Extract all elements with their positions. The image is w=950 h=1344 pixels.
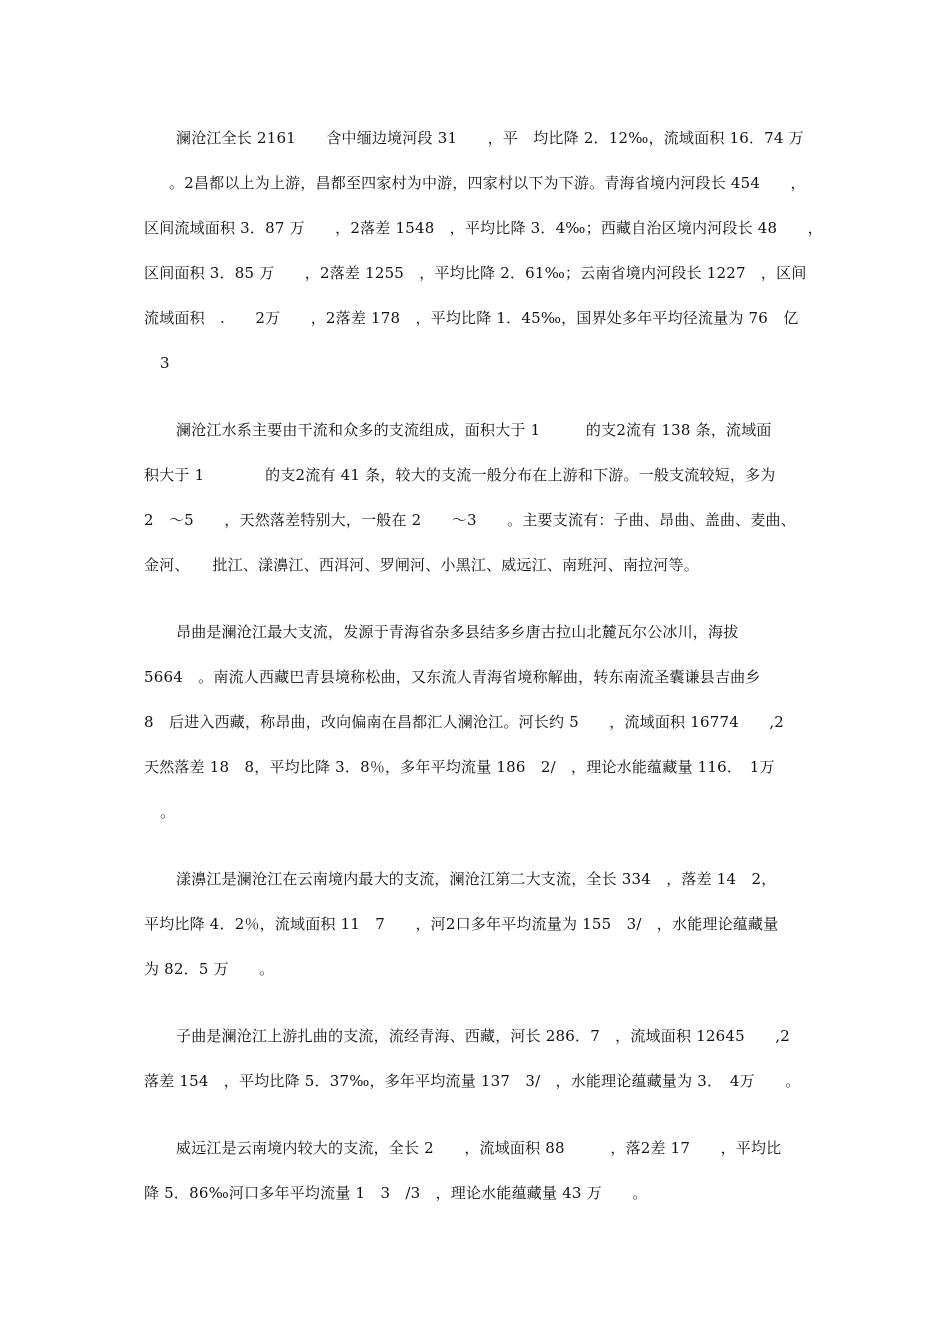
paragraph-3-line-4: 天然落差 18 8，平均比降 3．8％，多年平均流量 186 2/ ，理论水能蕴藏量 116． 1万 <box>144 758 775 776</box>
paragraph-4-line-1: 漾濞江是澜沧江在云南境内最大的支流，澜沧江第二大支流，全长 334 ，落差 14 2， <box>176 870 777 888</box>
paragraph-1-line-5: 流域面积 . 2万 ，2落差 178 ，平均比降 1．45‰，国界处多年平均径流量为 76 亿 <box>144 309 799 327</box>
paragraph-2-line-4: 金河、 批江、漾濞江、西洱河、罗闸河、小黑江、威远江、南班河、南拉河等。 <box>144 556 699 574</box>
paragraph-6-line-1: 威远江是云南境内较大的支流，全长 2 ，流域面积 88 ，落2差 17 ，平均比 <box>176 1139 782 1157</box>
paragraph-6-line-2: 降 5．86‰河口多年平均流量 1 3 /3 ，理论水能蕴藏量 43 万 。 <box>144 1184 648 1202</box>
paragraph-1-line-2: 。2昌都以上为上游，昌都至四家村为中游，四家村以下为下游。青海省境内河段长 454 ， <box>169 174 806 192</box>
paragraph-2-line-2: 积大于 1 的支2流有 41 条，较大的支流一般分布在上游和下游。一般支流较短，多为 <box>144 466 776 484</box>
paragraph-5-line-1: 子曲是澜沧江上游扎曲的支流，流经青海、西藏，河长 286．7 ，流域面积 12645 ,2 <box>176 1027 790 1045</box>
paragraph-4-line-3: 为 82．5 万 。 <box>144 960 275 978</box>
paragraph-1-line-1: 澜沧江全长 2161 含中缅边境河段 31 ，平 均比降 2．12‰，流域面积 16．74 万 <box>176 129 804 147</box>
paragraph-3-line-2: 5664 。南流人西藏巴青县境称松曲，又东流人青海省境称解曲，转东南流圣囊谦县吉曲乡 <box>144 668 761 686</box>
paragraph-1-line-3: 区间流域面积 3．87 万 ，2落差 1548 ，平均比降 3．4‰；西藏自治区境内河段长 48 ， <box>144 219 823 237</box>
paragraph-3-line-3: 8 后进入西藏，称昂曲，改向偏南在昌都汇人澜沧江。河长约 5 ，流域面积 16774 ,2 <box>144 713 785 731</box>
paragraph-3-line-5: 。 <box>160 803 176 821</box>
paragraph-2-line-3: 2 ～5 ，天然落差特别大，一般在 2 ～3 。主要支流有：子曲、昂曲、盖曲、麦曲、 <box>144 511 796 529</box>
paragraph-3-line-1: 昂曲是澜沧江最大支流，发源于青海省杂多县结多乡唐古拉山北麓瓦尔公冰川，海拔 <box>176 623 739 641</box>
paragraph-2-line-1: 澜沧江水系主要由干流和众多的支流组成，面积大于 1 的支2流有 138 条，流域面 <box>176 421 772 439</box>
paragraph-1-line-6: 3 <box>160 354 170 372</box>
paragraph-4-line-2: 平均比降 4．2％，流域面积 11 7 ，河2口多年平均流量为 155 3/ ，水能理论蕴藏量 <box>144 915 779 933</box>
paragraph-5-line-2: 落差 154 ，平均比降 5．37‰，多年平均流量 137 3/ ，水能理论蕴藏量为 3． 4万 。 <box>144 1072 801 1090</box>
paragraph-1-line-4: 区间面积 3．85 万 ，2落差 1255 ，平均比降 2．61‰；云南省境内河段长 1227 ，区间 <box>144 264 807 282</box>
